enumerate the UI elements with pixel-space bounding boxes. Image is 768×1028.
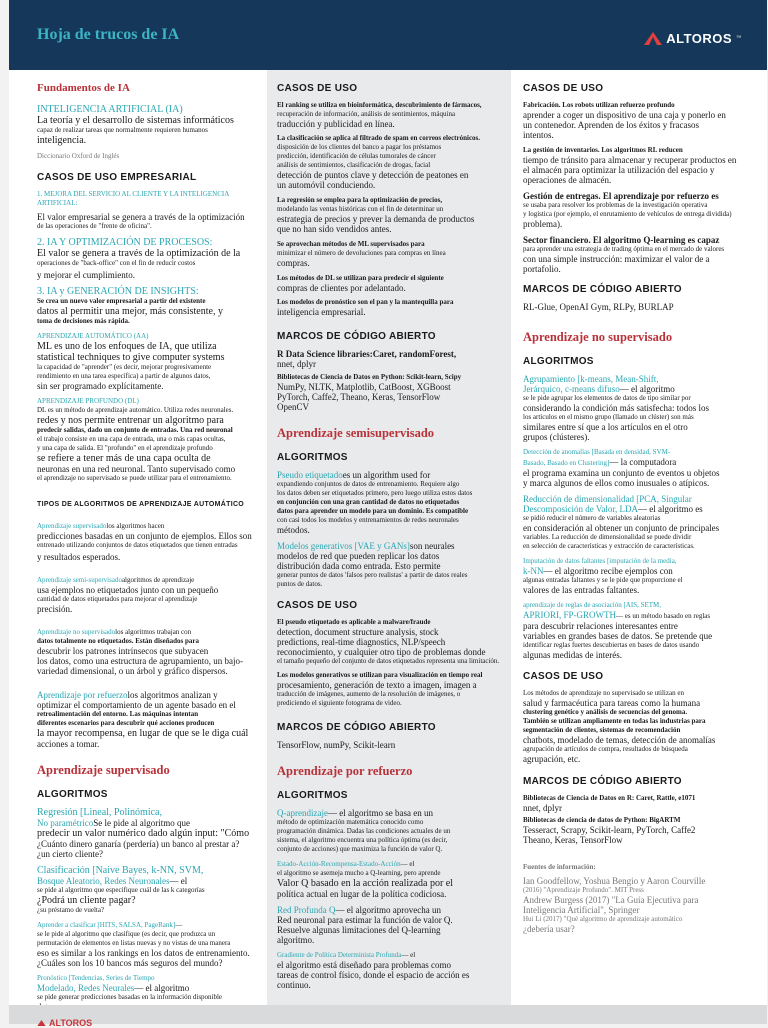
text-line: métodos. [277,525,310,535]
unsupervised-link[interactable]: Aprendizaje no supervisado [37,628,116,636]
type-reinforcement [37,690,257,749]
text-line: salud y farmacéutica para tareas como la humana [523,698,701,708]
text-line: el almacén para optimizar la utilización del espacio y [523,165,715,175]
anomaly-link-2[interactable]: Basado, Basado en Clustering] [523,459,610,467]
text-line: Bibliotecas de ciencia de datos de Python: BigARTM [523,816,681,824]
ai-definition [37,104,257,161]
regression-link[interactable]: Regresión [Lineal, Polinómica, [37,807,162,818]
type-unsupervised [37,628,257,676]
text-line: distribución dada como entrada. Esto permite [277,561,441,571]
text-line: — el [401,951,416,959]
text-line: modelos de red que pueden replicar los datos [277,551,440,561]
type-semi-supervised [37,576,257,614]
text-line: segmentación de clientes, sistemas de recomendación [523,726,681,734]
text-line: También se utilizan ampliamente en todas las industrias para [523,717,706,725]
use-cases-heading: CASOS DE USO [277,83,358,94]
text-line: diferentes escenarios para descubrir qué acciones producen [37,719,215,727]
text-line: prediciendo el siguiente fotograma de video. [277,699,402,707]
text-line: — el algoritmo [619,384,675,394]
alg-q-learning [277,808,501,854]
text-line: algunas entradas faltantes y se le pide que proporcione el [523,576,683,584]
text-line: problema). [523,219,563,229]
biz-case-1 [37,190,257,231]
classification-link-2[interactable]: Bosque Aleatorio, Redes Neuronales [37,876,170,886]
text-line: Bibliotecas de Ciencia de Datos en Python: Scikit-learn, Scipy [277,373,462,381]
text-line: cantidad de datos etiquetados para mejorar el aprendizaje [37,595,198,603]
text-line: estrategia de precios y prever la demanda de productos [277,214,475,224]
source-line: Inteligencia Artificial", Springer [523,905,640,915]
ddpg-link[interactable]: Gradiente de Política Determinista Profunda [277,951,402,959]
text-line: y mejorar el cumplimiento. [37,270,135,280]
text-line: clustering genético y análisis de secuencias del genoma. [523,708,688,716]
types-heading: TIPOS DE ALGORITMOS DE APRENDIZAJE AUTOMÁTICO [37,501,245,508]
text-line: aprender a coger un dispositivo de una caja y ponerlo en [523,110,726,120]
text-line: ¿Cuáles son los 10 bancos más seguros del mundo? [37,958,223,968]
text-line: los algoritmos trabajan con [115,628,192,636]
logo-text: ALTOROS [666,31,733,46]
text-line: Los métodos de aprendizaje no supervisado se utilizan en [523,689,684,697]
text-line: se le pide al algoritmo que clasifique (es decir, que produzca un [37,930,216,938]
association-link-2[interactable]: APRIORI, FP-GROWTH [523,610,617,620]
text-line: Los modelos de pronóstico son el pan y la mantequilla para [277,298,454,306]
text-line: programación dinámica. Dadas las condiciones actuales de un [277,827,451,835]
text-line: — el algoritmo recibe ejemplos con [543,566,673,576]
text-line: ¿un cierto cliente? [37,849,103,859]
text-line: detection, document structure analysis, stock [277,627,439,637]
text-line: un automóvil conduciendo. [277,180,376,190]
ai-heading: INTELIGENCIA ARTIFICIAL (IA) [37,104,183,115]
text-line: rendimiento en una tarea específica) a partir de algunos datos, [37,372,211,380]
generative-models-link[interactable]: Modelos generativos [VAE y GANs] [277,541,410,551]
open-source-list-2 [523,794,757,845]
text-line: Se aprovechan métodos de ML supervisados para [277,240,425,248]
content-columns [9,70,767,1005]
text-line: los algoritmos analizan y [127,690,218,700]
text-line: valores de las entradas faltantes. [523,585,640,595]
text-line: en conjunción con una gran cantidad de datos no etiquetados [277,498,460,506]
text-line: el trabajo consiste en una capa de entrada, una o más capas ocultas, [37,435,226,443]
use-cases-semi [277,618,501,708]
use-cases-heading-2: CASOS DE USO [277,600,358,611]
open-source-heading-2: MARCOS DE CÓDIGO ABIERTO [277,722,436,733]
alg-sarsa [277,860,501,899]
text-line: Sector financiero. El algoritmo Q-learning es capaz [523,235,720,245]
source-line: Ian Goodfellow, Yoshua Bengio y Aaron Courville [523,876,706,886]
text-line: predicciones basadas en un conjunto de ejemplos. Ellos son [37,531,252,541]
text-line: para aprender una estrategia de trading óptima en el mercado de valores [523,245,725,253]
text-line: generar puntos de datos 'falsos pero realistas' a partir de datos reales [277,571,468,579]
pseudo-labeling-link[interactable]: Pseudo etiquetado [277,470,343,480]
forecasting-link-2[interactable]: Modelado, Redes Neurales [37,983,135,993]
text-line: algunas medidas de interés. [523,650,622,660]
semi-supervised-link[interactable]: Aprendizaje semi-supervisado [37,576,122,584]
text-line: el algoritmo se asemeja mucho a Q-learning, pero aprende [277,869,441,877]
text-line: inteligencia. [37,135,87,146]
text-line: intentos. [523,130,554,140]
text-line: variedad dimensional, o un árbol y gráfico dispersos. [37,666,228,676]
text-line: recuperación de información, análisis de sentimientos, máquina [277,110,456,118]
text-line: sistema, el algoritmo encuentra una política óptima (es decir, [277,836,448,844]
text-line: acciones a tomar. [37,739,100,749]
clustering-link[interactable]: Agrupamiento [k-means, Mean-Shift, [523,374,659,384]
forecasting-link[interactable]: Pronóstico [Tendencias, Series de Tiempo [37,974,155,982]
alg-clustering [523,374,757,442]
use-cases-supervised [277,101,501,317]
algorithms-heading-2: ALGORITMOS [277,790,348,801]
open-source-heading: MARCOS DE CÓDIGO ABIERTO [277,331,436,342]
text-line: — el algoritmo aprovecha un [335,905,441,915]
text-line: El valor empresarial se genera a través de la optimización [37,212,245,222]
text-line: nnet, dplyr [523,803,562,813]
altoros-logo-icon [37,1020,46,1026]
text-line: reconocimiento, y cualquier otro tipo de problemas donde [277,647,486,657]
text-line: el algoritmo está diseñado para problemas como [277,960,451,970]
column-3 [511,70,767,1005]
text-line: — el algoritmo se basa en un [327,808,433,818]
ranking-link[interactable]: Aprender a clasificar [HITS, SALSA, PageRank] [37,921,176,929]
alg-anomaly [523,448,757,488]
text-line: descubrir los patrones intrínsecos que subyacen [37,646,209,656]
text-line: portafolio. [523,264,561,274]
text-line: se le pide agrupar los elementos de datos de tipo similar por [523,394,691,402]
trademark: ™ [736,36,741,41]
text-line: el programa examina un conjunto de eventos u objetos [523,468,720,478]
sources [523,863,757,934]
alg-ddpg [277,951,501,990]
text-line: inteligencia empresarial. [277,307,366,317]
text-line: La gestión de inventarios. Los algoritmos RL reducen [523,146,683,154]
text-line: El pseudo etiquetado es aplicable a malware/fraude [277,618,431,626]
text-line: Bibliotecas de Ciencia de Datos en R: Caret, Rattle, e1071 [523,794,696,802]
clustering-link-2[interactable]: Jerárquico, c-means difuso [523,384,620,394]
text-line: para descubrir relaciones interesantes entre [523,621,678,631]
text-line: — el [169,876,188,886]
text-line: DL es un método de aprendizaje automático. Utiliza redes neuronales. [37,406,234,414]
text-line: entrenado utilizando conjuntos de datos etiquetados que tienen entradas [37,541,238,549]
biz-heading: CASOS DE USO EMPRESARIAL [37,172,197,183]
text-line: expandiendo conjuntos de datos de entrenamiento. Requiere algo [277,480,460,488]
supervised-title: Aprendizaje supervisado [37,763,170,777]
text-line: método de optimización matemática conocido como [277,818,424,826]
text-line: compras. [277,258,310,268]
use-cases-heading-2: CASOS DE USO [523,671,604,682]
text-line: agrupación de artículos de compra, resultados de búsqueda [523,745,688,753]
text-line: política actual en lugar de la política codiciosa. [277,889,447,899]
text-line: es un algorithm used for [342,470,431,480]
page-title: Hoja de trucos de IA [37,26,180,43]
text-line: modelando las ventas históricas con el fin de determinar un [277,205,444,213]
text-line: se usaba para resolver los problemas de la investigación operativa [523,201,708,209]
text-line: grupos (clústeres). [523,432,590,442]
text-line: que no han sido vendidos antes. [277,224,392,234]
text-line: minimizar el número de devoluciones para compras en línea [277,249,446,257]
text-line: datos para aprender un modelo para un dominio. Es compatible [277,507,469,515]
text-line: los algoritmos hacen [106,522,165,530]
text-line: y resultados esperados. [37,552,121,562]
source-line: ¿debería usar? [523,924,575,934]
altoros-logo-icon [644,32,662,45]
text-line: el aprendizaje no supervisado se puede utilizar para el entrenamiento. [37,474,232,482]
source-line: (2016) "Aprendizaje Profundo". MIT Press [523,886,644,894]
text-line: Red neuronal para estimar la función de valor Q. [277,915,453,925]
text-line: Fabricación. Los robots utilizan refuerzo profundo [523,101,675,109]
text-line: se pide generar predicciones basadas en la información disponible [37,993,223,1001]
text-line: La teoría y el desarrollo de sistemas informáticos [37,115,234,126]
reinforcement-title: Aprendizaje por refuerzo [277,764,413,778]
association-link[interactable]: aprendizaje de reglas de asociación [AIS, SETM, [523,601,662,609]
alg-dqn [277,905,501,945]
text-line: conjunto de acciones) que maximiza la función de valor Q. [277,845,443,853]
use-cases-unsupervised [523,689,757,764]
text-line: El valor se genera a través de la optimización de la [37,248,241,259]
text-line: en consideración al obtener un conjunto de principales [523,523,720,533]
use-cases-heading: CASOS DE USO [523,83,604,94]
text-line: con una simple instrucción: maximizar el valor de a [523,254,710,264]
text-line: retroalimentación del entorno. Las máquinas intentan [37,710,199,718]
text-line: NumPy, NLTK, Matplotlib, CatBoost, XGBoost [277,382,451,392]
text-line: se refiere a tener más de una capa oculta de [37,453,211,464]
text-line: un contenedor. Aprenden de los éxitos y fracasos [523,120,699,130]
semi-supervised-title: Aprendizaje semisupervisado [277,426,435,440]
text-line: ML es uno de los enfoques de IA, que utiliza [37,341,217,352]
alg-ranking [37,921,257,968]
text-line: traducción de imágenes, aumento de la resolución de imágenes, o [277,690,461,698]
text-line: neuronas en una red neuronal. Tanto supervisado como [37,464,236,474]
text-line: optimizar el comportamiento de un agente basado en el [37,700,236,710]
text-line: algoritmo. [277,935,315,945]
alg-dimensionality [523,494,757,551]
text-line: detección de puntos clave y detección de peatones en [277,170,469,180]
dimensionality-link-2[interactable]: Descomposición de Valor, LDA [523,504,638,514]
text-line: tareas de control físico, donde el espacio de acción es [277,970,470,980]
text-line: procesamiento, generación de texto a imagen, imagen a [277,680,477,690]
regression-link-2[interactable]: No paramétrico [37,818,94,828]
alg-pseudo-labeling [277,470,501,535]
source-line: Hui Li (2017) "Qué algoritmo de aprendizaje automático [523,915,683,923]
text-line: en selección de características y extracción de características. [523,542,695,550]
text-line: ¿su préstamo de vuelta? [37,906,105,914]
text-line: algoritmos de aprendizaje [121,576,195,584]
text-line: R Data Science libraries:Caret, randomForest, [277,349,457,359]
text-line: compras de clientes por adelantado. [277,283,406,293]
dl-definition [37,397,257,483]
text-line: — el algoritmo [134,983,190,993]
text-line: de las operaciones de "frente de oficina". [37,222,152,230]
ml-definition [37,332,257,391]
text-line: datos totalmente no etiquetados. Están diseñados para [37,637,199,645]
text-line: OpenCV [277,402,309,412]
open-source-heading-2: MARCOS DE CÓDIGO ABIERTO [523,776,682,787]
open-source-heading: MARCOS DE CÓDIGO ABIERTO [523,284,682,295]
text-line: precisión. [37,604,73,614]
sources-heading: Fuentes de información: [523,863,596,871]
altoros-logo [644,31,741,46]
alg-classification [37,865,257,915]
text-line: nnet, dplyr [277,359,316,369]
open-source-list [277,349,501,412]
use-cases-rl [523,101,757,274]
text-line: son neurales [409,541,455,551]
biz-title: 1. MEJORA DEL SERVICIO AL CLIENTE Y LA INTELIGENCIA ARTIFICIAL: [37,190,229,207]
text-line: predicción, identificación de células tumorales de cáncer [277,152,436,160]
text-line: disposición de los clientes del banco a pagar los préstamos [277,143,442,151]
dl-title: APRENDIZAJE PROFUNDO (DL) [37,397,139,405]
supervised-link[interactable]: Aprendizaje supervisado [37,522,107,530]
text-line: Se crea un nuevo valor empresarial a partir del existente [37,297,206,305]
text-line: y marca algunos de ellos como inusuales o atípicos. [523,478,710,488]
text-line: — [175,921,183,929]
text-line: tiempo de tránsito para almacenar y recuperar productos en [523,155,737,165]
footer-logo-text: ALTOROS [49,1018,93,1028]
anomaly-link[interactable]: Detección de anomalías [Basada en densidad, SVM- [523,448,671,456]
text-line: usa ejemplos no etiquetados junto con un pequeño [37,585,219,595]
unsupervised-title: Aprendizaje no supervisado [523,330,673,344]
column-2 [267,70,511,1005]
dimensionality-link[interactable]: Reducción de dimensionalidad [PCA, Singular [523,494,692,504]
text-line: la mayor recompensa, en lugar de que se le diga cuál [37,728,249,739]
text-line: similares entre sí que a los artículos en el otro [523,422,688,432]
text-line: statistical techniques to give computer systems [37,352,225,363]
text-line: y logística (por ejemplo, el enrutamiento de vehículos de entrega dividida) [523,210,732,218]
biz-case-2 [37,237,257,280]
text-line: PyTorch, Caffe2, Theano, Keras, TensorFlow [277,392,441,402]
text-line: redes y nos permite entrenar un algoritmo para [37,415,224,426]
footer-logo [37,1018,92,1028]
text-line: continuo. [277,980,311,990]
biz-title: 3. IA y GENERACIÓN DE INSIGHTS: [37,286,199,297]
text-line: eso es similar a los rankings en los datos de entrenamiento. [37,948,250,958]
text-line: el tamaño pequeño del conjunto de datos etiquetados representa una limitación. [277,657,500,665]
text-line: considerando la condición más satisfecha: todos los [523,403,709,413]
text-line: — el [400,860,415,868]
text-line: sin ser programado explícitamente. [37,381,164,391]
column-1 [9,70,267,1005]
text-line: chatbots, modelado de temas, detección de anomalías [523,735,716,745]
text-line: y una capa de salida. El "profundo" en el aprendizaje profundo [37,444,213,452]
text-line: operaciones de almacén. [523,175,612,185]
footer-bar [9,1005,767,1028]
text-line: Se le pide al algoritmo que [93,818,190,828]
text-line: puntos de datos. [277,580,323,588]
sarsa-link[interactable]: Estado-Acción-Recompensa-Estado-Acción [277,860,401,868]
text-line: predictions, real-time diagnostics, NLP/speech [277,637,446,647]
text-line: predecir un valor numérico dado algún input: "Cómo [37,828,250,839]
algorithms-heading: ALGORITMOS [37,789,108,800]
text-line: predecir salidas, dado un conjunto de entradas. Una red neuronal [37,426,233,434]
text-line: análisis de sentimientos, clasificación de drogas, facial [277,161,431,169]
text-line: variables. La reducción de dimensionalidad se puede dividir [523,533,692,541]
type-supervised [37,522,257,562]
imputation-link-2[interactable]: k-NN [523,566,544,576]
biz-title: 2. IA Y OPTIMIZACIÓN DE PROCESOS: [37,237,213,248]
alg-regression [37,807,257,859]
text-line: Tesseract, Scrapy, Scikit-learn, PyTorch, Caffe2 [523,825,696,835]
alg-association [523,601,757,660]
text-line: Valor Q basado en la acción realizada por el [277,878,454,889]
biz-case-3 [37,286,257,326]
imputation-link[interactable]: Imputación de datos faltantes [imputación de la media, [523,557,677,565]
text-line: variables en grandes bases de datos. Se pretende que [523,631,713,641]
text-line: los datos deben ser etiquetados primero, pero luego utiliza estos datos [277,489,473,497]
header-bar [9,0,767,70]
text-line: ¿Cuánto dinero ganaría (perdería) un banco al prestar a? [37,839,240,849]
text-line: El ranking se utiliza en bioinformática, descubrimiento de fármacos, [277,101,482,109]
text-line: la capacidad de "aprender" (es decir, mejorar progresivamente [37,363,212,371]
alg-imputation [523,557,757,595]
text-line: — el algoritmo es [637,504,703,514]
text-line: ¿Podrá un cliente pagar? [37,895,136,906]
text-line: se pide al algoritmo que especifique cuál de las k categorías [37,886,205,894]
classification-link[interactable]: Clasificación [Naive Bayes, k-NN, SVM, [37,865,204,876]
section-title: Fundamentos de IA [37,82,130,94]
text-line: Theano, Keras, TensorFlow [523,835,623,845]
text-line: con casi todos los modelos y entrenamientos de redes neuronales [277,516,459,524]
ai-source: Diccionario Oxford de Inglés [37,152,120,160]
alg-generative [277,541,501,589]
text-line: operaciones de "back-office" con el fin de reducir costos [37,259,196,267]
algorithms-heading: ALGORITMOS [523,356,594,367]
ml-title: APRENDIZAJE AUTOMÁTICO (AA) [37,332,149,340]
text-line: Gestión de entregas. El aprendizaje por refuerzo es [523,191,719,201]
text-line: Los modelos generativos se utilizan para visualización en tiempo real [277,671,483,679]
algorithms-heading: ALGORITMOS [277,452,348,463]
reinforcement-link[interactable]: Aprendizaje por refuerzo [37,690,128,700]
source-line: Andrew Burgess (2017) "La Guía Ejecutiva para [523,895,699,905]
text-line: Los métodos de DL se utilizan para predecir el siguiente [277,274,444,282]
text-line: — la computadora [609,457,677,467]
text-line: traducción y publicidad en línea. [277,119,395,129]
text-line: toma de decisiones más rápida. [37,317,130,325]
text-line: identificar reglas fuertes descubiertas en bases de datos usando [523,641,700,649]
text-line: agrupación, etc. [523,754,581,764]
open-source-list: RL-Glue, OpenAI Gym, RLPy, BURLAP [523,302,674,312]
dqn-link[interactable]: Red Profunda Q [277,905,336,915]
text-line: los datos, como una estructura de agrupamiento, un bajo- [37,656,243,666]
text-line: La regresión se emplea para la optimización de precios, [277,196,443,204]
text-line: permutación de elementos en listas nuevas y no vistas de una manera [37,939,231,947]
text-line: los artículos en el mismo grupo (llamado un clúster) son más [523,413,694,421]
open-source-list-2: TensorFlow, numPy, Scikit-learn [277,740,396,750]
q-learning-link[interactable]: Q-aprendizaje [277,808,328,818]
text-line: capaz de realizar tareas que normalmente requieren humanos [37,126,208,134]
text-line: — es un método basado en reglas [616,612,711,620]
text-line: datos al permitir una mejor, más consistente, y [37,306,223,317]
text-line: Resuelve algunas limitaciones del Q-learning [277,925,441,935]
text-line: La clasificación se aplica al filtrado de spam en correos electrónicos. [277,134,481,142]
text-line: se pidió reducir el número de variables aleatorias [523,514,661,522]
